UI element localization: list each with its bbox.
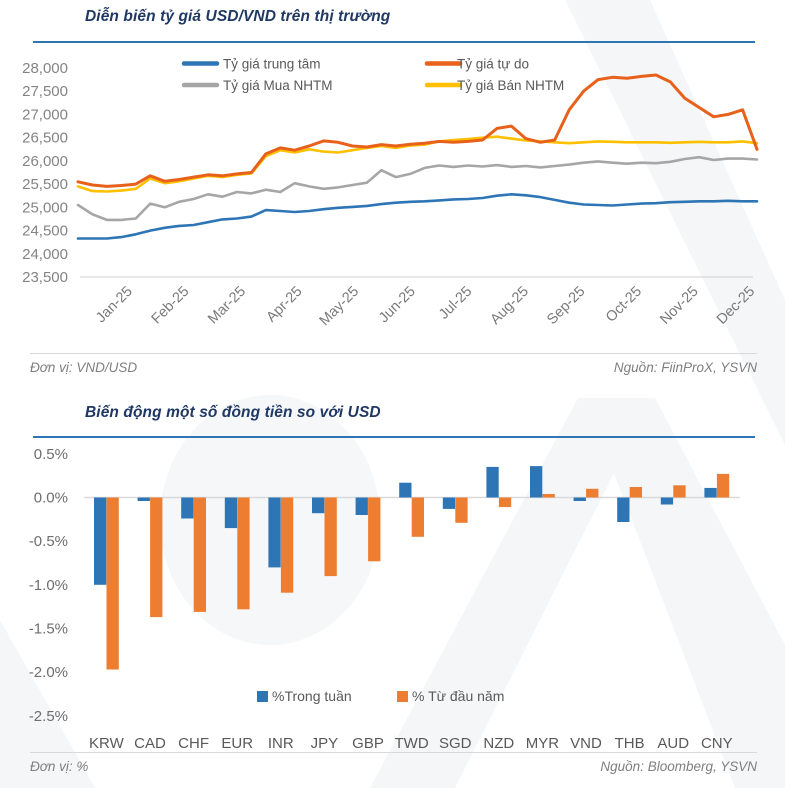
bar [717,474,729,498]
bar [499,498,511,508]
bar [412,498,424,537]
x-axis-label: May-25 [316,283,363,330]
bar [661,498,673,505]
bar [399,483,411,498]
legend-label: %Trong tuần [272,688,352,704]
bar [356,498,368,516]
y-tick-label: 26,000 [22,152,68,170]
y-tick-label: -2.0% [28,664,68,682]
bar [673,485,685,497]
category-label: CHF [178,735,210,752]
bar [138,498,150,502]
y-tick-label: 25,500 [22,176,68,194]
bar [94,498,106,585]
x-axis-label: Dec-25 [713,283,759,328]
category-label: SGD [438,735,472,752]
legend-label: % Từ đầu năm [412,688,505,704]
source-label: Nguồn: FiinProX, YSVN [613,360,757,375]
bar [225,498,237,529]
x-axis-label: Jun-25 [376,283,419,327]
x-axis-label: Aug-25 [487,283,532,328]
chart-footer [30,759,757,774]
bar [268,498,280,568]
y-tick-label: 27,000 [22,106,68,124]
y-tick-label: 23,500 [22,269,68,286]
bar [586,489,598,498]
y-tick-label: 0.0% [33,489,68,507]
x-axis-label: Apr-25 [263,283,306,326]
legend-label: Tỷ giá trung tâm [223,56,321,72]
bar [281,498,293,593]
category-label: AUD [657,735,690,752]
footer-divider [30,752,757,753]
y-tick-label: 0.5% [33,445,68,463]
source-label: Nguồn: Bloomberg, YSVN [600,759,757,774]
category-label: NZD [483,735,515,752]
bar [443,498,455,509]
x-axis-label: Nov-25 [657,283,702,328]
bar [543,494,555,498]
category-label: EUR [221,735,254,752]
category-label: CAD [134,735,166,752]
category-label: INR [267,735,294,752]
x-axis-label: Mar-25 [205,283,249,328]
category-label: MYR [525,735,560,752]
footer-divider [30,353,757,354]
bar [194,498,206,612]
y-tick-label: -0.5% [28,533,68,551]
bar [630,487,642,498]
x-axis-label: Jul-25 [436,283,476,323]
y-tick-label: 28,000 [22,60,68,77]
category-label: GBP [352,735,384,752]
bar [530,466,542,497]
y-tick-label: 27,500 [22,83,68,101]
x-axis-label: Oct-25 [602,283,646,326]
y-tick-label: 25,000 [22,199,68,217]
bar [368,498,380,562]
legend-label: Tỷ giá Mua NHTM [223,77,333,93]
legend-label: Tỷ giá tự do [457,56,530,72]
bar [486,467,498,498]
legend-swatch [257,691,268,702]
legend-swatch [397,691,408,702]
y-tick-label: -1.5% [28,620,68,638]
x-axis-label: Sep-25 [544,283,589,328]
bar [704,488,716,498]
x-axis-label: Jan-25 [93,283,136,327]
category-label: TWD [394,735,429,752]
chart-footer [30,360,757,375]
usdvnd-line-chart [0,46,785,348]
category-label: CNY [700,735,733,752]
unit-label: Đơn vị: % [30,759,89,774]
unit-label: Đơn vị: VND/USD [30,360,138,375]
watermark-mask [18,402,78,421]
title-rule [33,436,755,438]
currency-bar-chart [0,440,785,752]
bar [237,498,249,610]
bar [574,498,586,502]
title-rule [33,41,755,43]
exchange-rate-chart-title: Diễn biến tỷ giá USD/VND trên thị trường [85,8,391,25]
category-label: KRW [89,735,124,752]
x-axis-label: Feb-25 [148,283,193,328]
bar [181,498,193,519]
category-label: VND [570,735,602,752]
y-tick-label: -2.5% [28,707,68,725]
series-line [78,157,757,220]
bar [325,498,337,577]
y-tick-label: -1.0% [28,576,68,594]
bar [312,498,324,514]
y-tick-label: 26,500 [22,129,68,147]
y-tick-label: 24,500 [22,222,68,240]
bar [107,498,119,670]
category-label: JPY [310,735,339,752]
y-tick-label: 24,000 [22,245,68,263]
category-label: THB [614,735,645,752]
legend-label: Tỷ giá Bán NHTM [457,77,565,93]
bar [455,498,467,523]
currency-moves-chart-title: Biến động một số đồng tiền so với USD [85,404,381,421]
bar [150,498,162,618]
bar [617,498,629,523]
